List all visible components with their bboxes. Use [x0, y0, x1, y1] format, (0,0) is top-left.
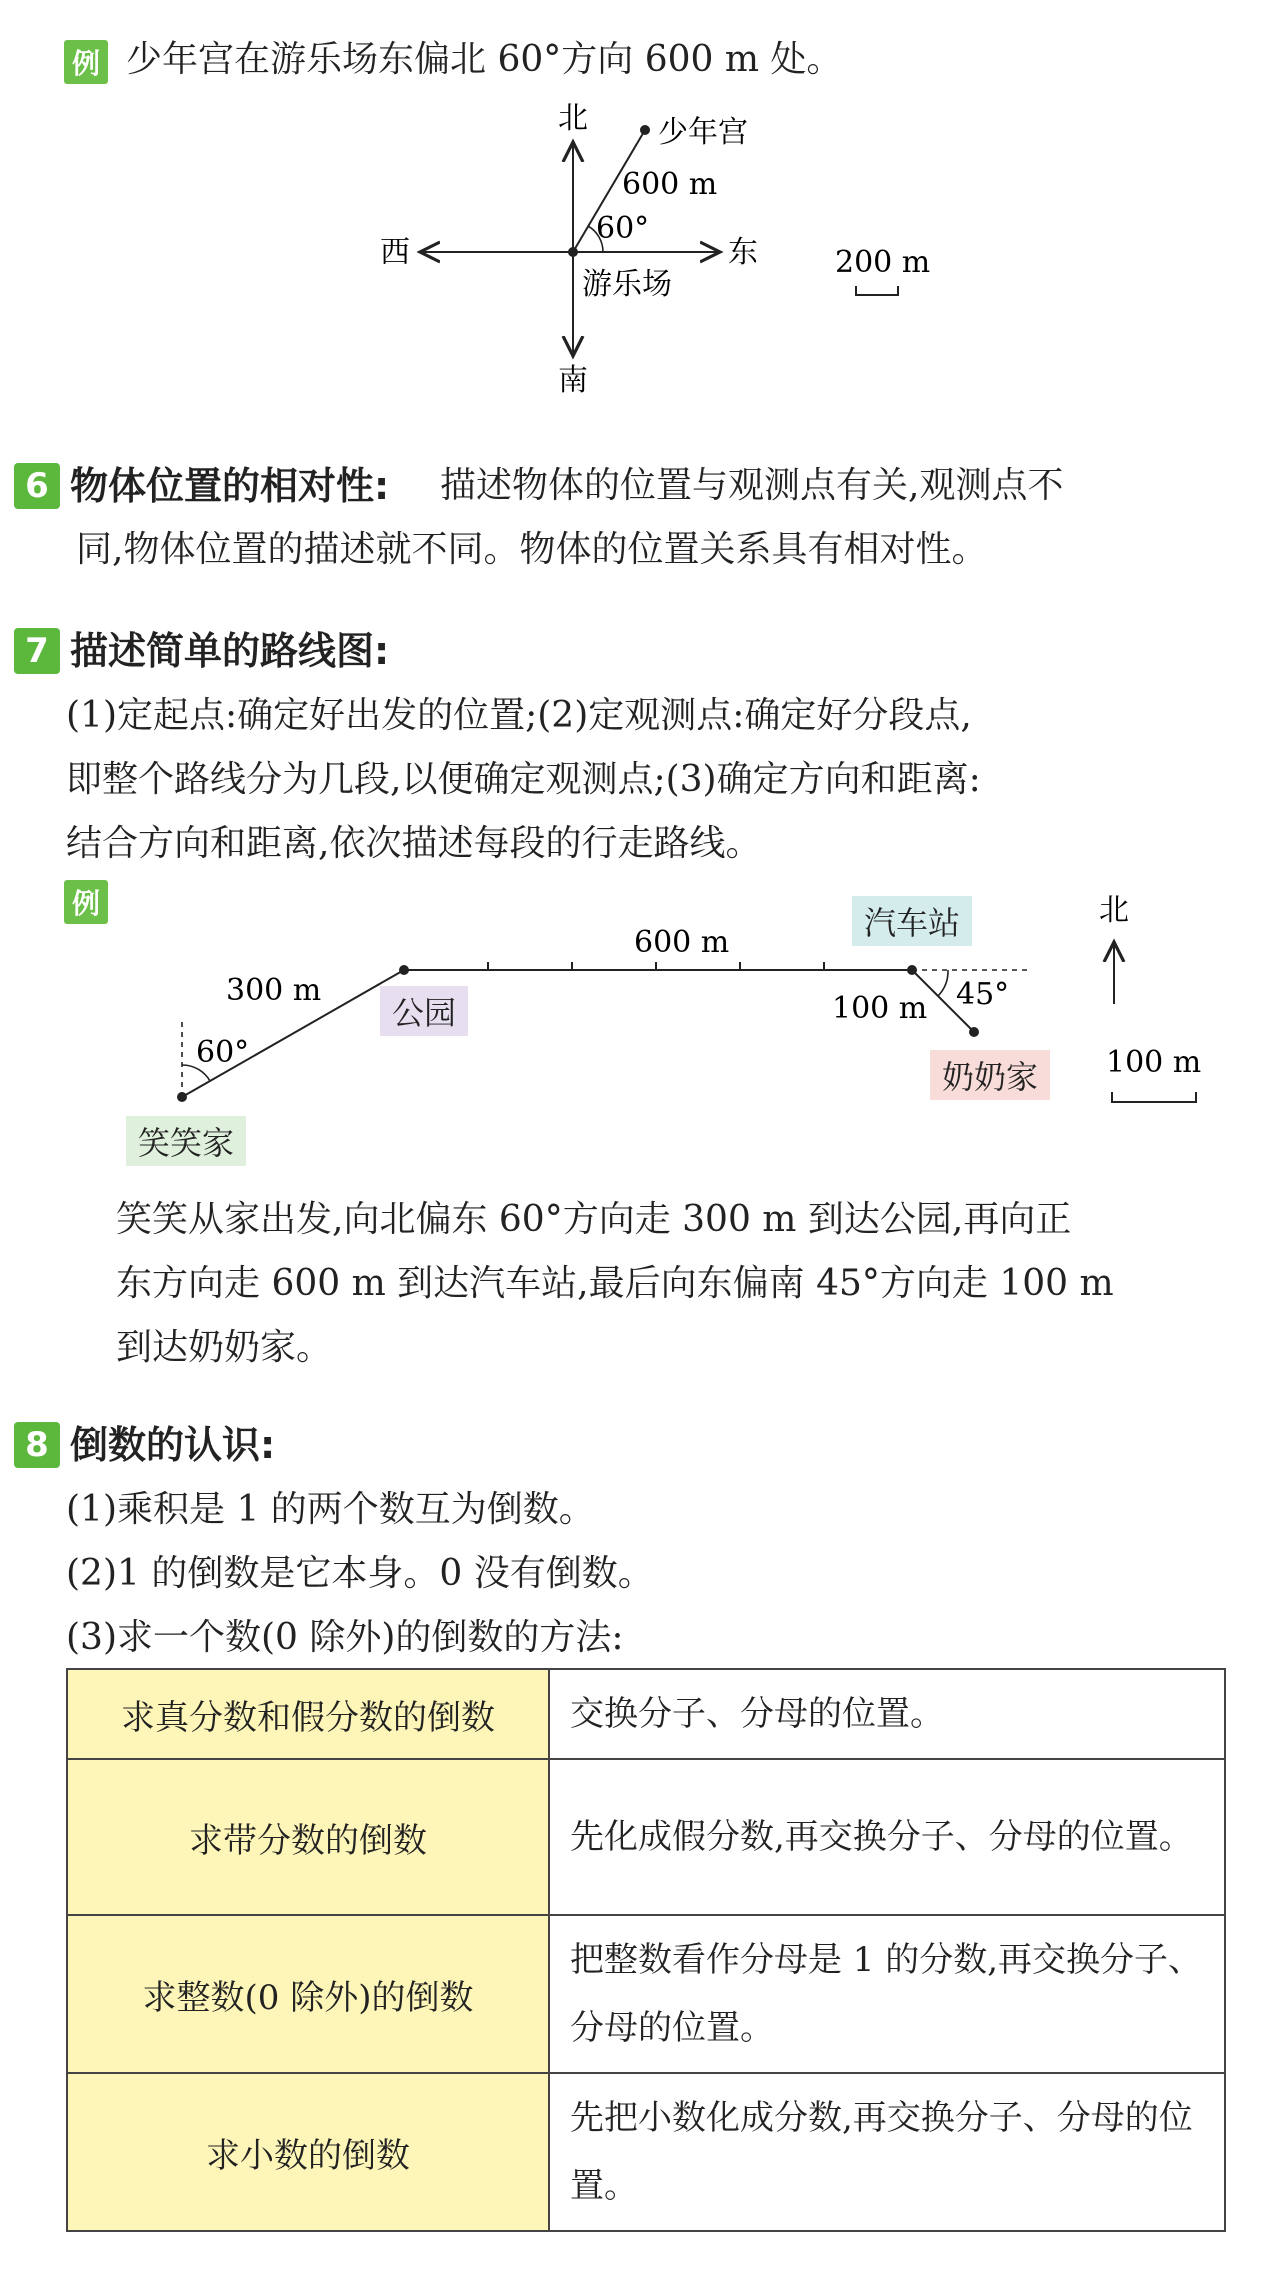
- table-value: 交换分子、分母的位置。: [549, 1669, 1225, 1759]
- table-row: [67, 1669, 1225, 1759]
- route-description-2: 东方向走 600 m 到达汽车站,最后向东偏南 45°方向走 100 m: [116, 1263, 1114, 1304]
- section-7-line3: 结合方向和距离,依次描述每段的行走路线。: [66, 823, 762, 864]
- scale-bar: [856, 286, 898, 295]
- angle-arc-3: [938, 970, 948, 996]
- table-key: 求整数(0 除外)的倒数: [67, 1915, 549, 2073]
- example-badge-2: 例: [64, 880, 108, 924]
- table-row: [67, 1915, 1225, 2073]
- table-key: 求带分数的倒数: [67, 1759, 549, 1915]
- scale-bar-2: [1112, 1092, 1196, 1102]
- section-8-badge: 8: [14, 1422, 60, 1468]
- station-point: [907, 965, 917, 975]
- section-6-title: 物体位置的相对性:: [70, 464, 390, 508]
- grandma-label: 奶奶家: [930, 1050, 1050, 1100]
- example-title: 少年宫在游乐场东偏北 60°方向 600 m 处。: [126, 39, 843, 80]
- section-8-item1: (1)乘积是 1 的两个数互为倒数。: [66, 1489, 595, 1530]
- section-7-line1: (1)定起点:确定好出发的位置;(2)定观测点:确定好分段点,: [66, 695, 972, 736]
- south-label: 南: [558, 363, 588, 398]
- section-8-item3: (3)求一个数(0 除外)的倒数的方法:: [66, 1617, 624, 1658]
- scale-label-2: 100 m: [1106, 1045, 1202, 1080]
- section-6-badge: 6: [14, 463, 60, 509]
- table-value: 把整数看作分母是 1 的分数,再交换分子、分母的位置。: [549, 1915, 1225, 2073]
- section-6-line1: 描述物体的位置与观测点有关,观测点不: [440, 465, 1064, 506]
- route-description-1: 笑笑从家出发,向北偏东 60°方向走 300 m 到达公园,再向正: [116, 1199, 1072, 1240]
- north-label-2: 北: [1099, 893, 1129, 928]
- station-label: 汽车站: [852, 896, 972, 946]
- origin-label: 游乐场: [582, 267, 672, 302]
- section-7-badge: 7: [14, 628, 60, 674]
- table-row: [67, 1759, 1225, 1915]
- section-7-line2: 即整个路线分为几段,以便确定观测点;(3)确定方向和距离:: [66, 759, 981, 800]
- seg3-distance: 100 m: [832, 991, 928, 1026]
- start-point: [177, 1092, 187, 1102]
- angle-label: 60°: [596, 211, 650, 246]
- section-7-title: 描述简单的路线图:: [70, 629, 390, 673]
- target-label: 少年宫: [658, 115, 748, 150]
- table-row: [67, 2073, 1225, 2231]
- table-value: 先化成假分数,再交换分子、分母的位置。: [549, 1759, 1225, 1915]
- seg3-angle: 45°: [956, 977, 1010, 1012]
- example-badge: 例: [64, 40, 108, 84]
- west-label: 西: [380, 235, 410, 270]
- section-8-title: 倒数的认识:: [70, 1423, 276, 1467]
- table-key: 求小数的倒数: [67, 2073, 549, 2231]
- reciprocal-methods-table: [66, 1668, 1226, 2232]
- table-value: 先把小数化成分数,再交换分子、分母的位置。: [549, 2073, 1225, 2231]
- east-label: 东: [728, 235, 758, 270]
- scale-label: 200 m: [835, 245, 931, 280]
- route-description-3: 到达奶奶家。: [116, 1327, 333, 1368]
- section-6-line2: 同,物体位置的描述就不同。物体的位置关系具有相对性。: [76, 529, 988, 570]
- north-label: 北: [558, 101, 588, 136]
- grandma-point: [969, 1027, 979, 1037]
- compass-diagram: [360, 100, 980, 420]
- target-point: [640, 125, 650, 135]
- distance-label: 600 m: [622, 167, 718, 202]
- park-label: 公园: [380, 986, 468, 1036]
- seg1-angle: 60°: [196, 1035, 250, 1070]
- origin-point: [568, 247, 578, 257]
- table-key: 求真分数和假分数的倒数: [67, 1669, 549, 1759]
- start-label: 笑笑家: [126, 1116, 246, 1166]
- park-point: [399, 965, 409, 975]
- seg2-distance: 600 m: [634, 925, 730, 960]
- section-8-item2: (2)1 的倒数是它本身。0 没有倒数。: [66, 1553, 654, 1594]
- seg1-distance: 300 m: [226, 973, 322, 1008]
